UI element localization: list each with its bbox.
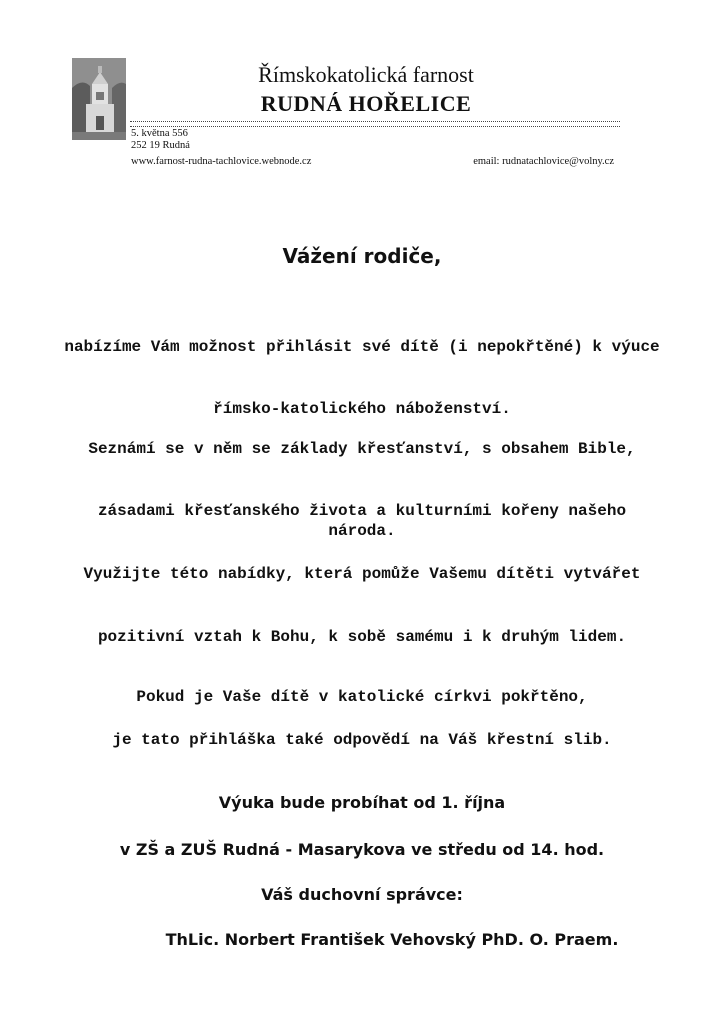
- header-divider: [130, 121, 620, 127]
- greeting: Vážení rodiče,: [282, 244, 442, 268]
- schedule-location: v ZŠ a ZUŠ Rudná - Masarykova ve středu od 14. hod.: [119, 840, 605, 859]
- email-address[interactable]: email: rudnatachlovice@volny.cz: [473, 156, 614, 167]
- signature-name: ThLic. Norbert František Vehovský PhD. O. Praem.: [165, 930, 619, 949]
- parish-name: Římskokatolická farnost: [258, 62, 474, 87]
- paragraph-baptized: Pokud je Vaše dítě v katolické církvi pokřtěno,: [136, 688, 588, 706]
- address-street: 5. května 556: [131, 128, 188, 139]
- address-city: 252 19 Rudná: [131, 140, 190, 151]
- paragraph-invitation: Využijte této nabídky, která pomůže Vašemu dítěti vytvářet: [83, 565, 641, 583]
- parish-location: RUDNÁ HOŘELICE: [260, 91, 472, 116]
- paragraph-baptismal-vow: je tato přihláška také odpovědí na Váš křestní slib.: [112, 731, 612, 749]
- paragraph-principles: zásadami křesťanského života a kulturními kořeny našeho národa.: [97, 502, 627, 540]
- paragraph-offer: nabízíme Vám možnost přihlásit své dítě (i nepokřtěné) k výuce: [64, 338, 660, 356]
- signature-label: Váš duchovní správce:: [261, 885, 463, 904]
- paragraph-basics: Seznámí se v něm se základy křesťanství, s obsahem Bible,: [88, 440, 636, 458]
- paragraph-subject: římsko-katolického náboženství.: [213, 400, 511, 418]
- paragraph-relationship: pozitivní vztah k Bohu, k sobě samému i k druhým lidem.: [97, 628, 627, 646]
- website-link[interactable]: www.farnost-rudna-tachlovice.webnode.cz: [131, 156, 312, 167]
- letterhead: [72, 58, 620, 170]
- schedule-start: Výuka bude probíhat od 1. října: [218, 793, 506, 812]
- address: [131, 128, 190, 152]
